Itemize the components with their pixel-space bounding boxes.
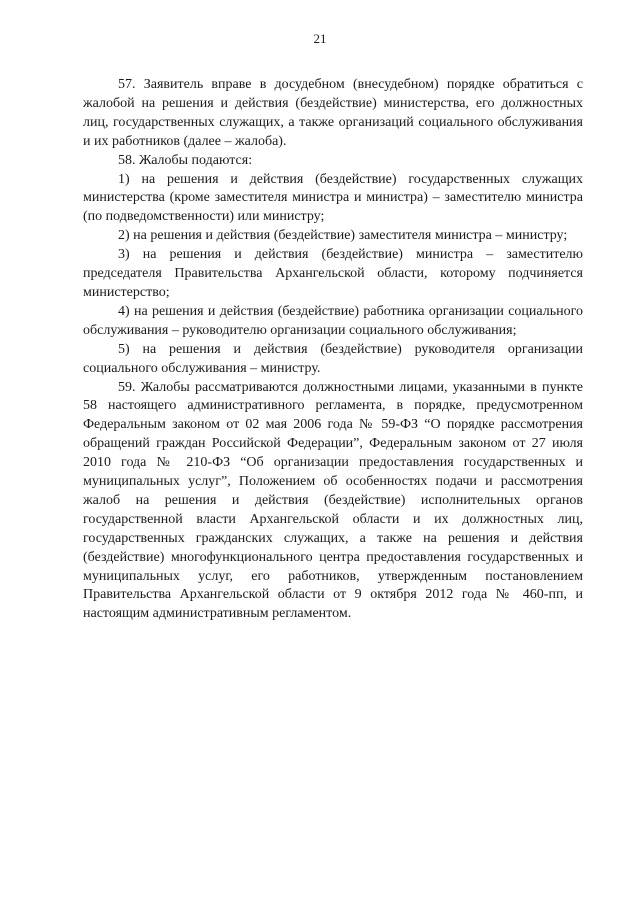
- paragraph-59: 59. Жалобы рассматриваются должностными лицами, указанными в пункте 58 настоящего административного регламента, в порядке, предусмотренном Федеральным законом от 02 мая 2006 года № 59-ФЗ “О порядке рассмотрения обращений граждан Российской Федерации”, Федеральным законом от 27 июля 2010 года № 210-ФЗ “Об организации предоставления государственных и муниципальных услуг”, Положением об особенностях подачи и рассмотрения жалоб на решения и действия (бездействие) исполнительных органов государственной власти Архангельской области и их должностных лиц, государственных гражданских служащих, а также на решения и действия (бездействие) многофункционального центра предоставления государственных и муниципальных услуг, его работников, утвержденным постановлением Правительства Архангельской области от 9 октября 2012 года № 460-пп, и настоящим административным регламентом.: [83, 379, 583, 622]
- paragraph-58-item-2: 2) на решения и действия (бездействие) заместителя министра – министру;: [118, 228, 568, 244]
- paragraph-58-intro: 58. Жалобы подаются:: [118, 152, 253, 168]
- paragraph-58-item-4: 4) на решения и действия (бездействие) работника организации социального обслуживания – руководителю организации социального обслуживания;: [83, 303, 583, 338]
- page-number: 21: [313, 31, 327, 46]
- document-body: [83, 76, 583, 624]
- paragraph-58-item-3: 3) на решения и действия (бездействие) министра – заместителю председателя Правительства Архангельской области, которому подчиняется министерство;: [83, 247, 583, 300]
- paragraph-57: 57. Заявитель вправе в досудебном (внесудебном) порядке обратиться с жалобой на решения и действия (бездействие) министерства, его должностных лиц, государственных служащих, а также организаций социального обслуживания и их работников (далее – жалоба).: [83, 77, 583, 149]
- paragraph-58-item-5: 5) на решения и действия (бездействие) руководителя организации социального обслуживания – министру.: [83, 341, 583, 376]
- paragraph-58-item-1: 1) на решения и действия (бездействие) государственных служащих министерства (кроме заместителя министра и министра) – заместителю министра (по подведомственности) или министру;: [83, 171, 583, 225]
